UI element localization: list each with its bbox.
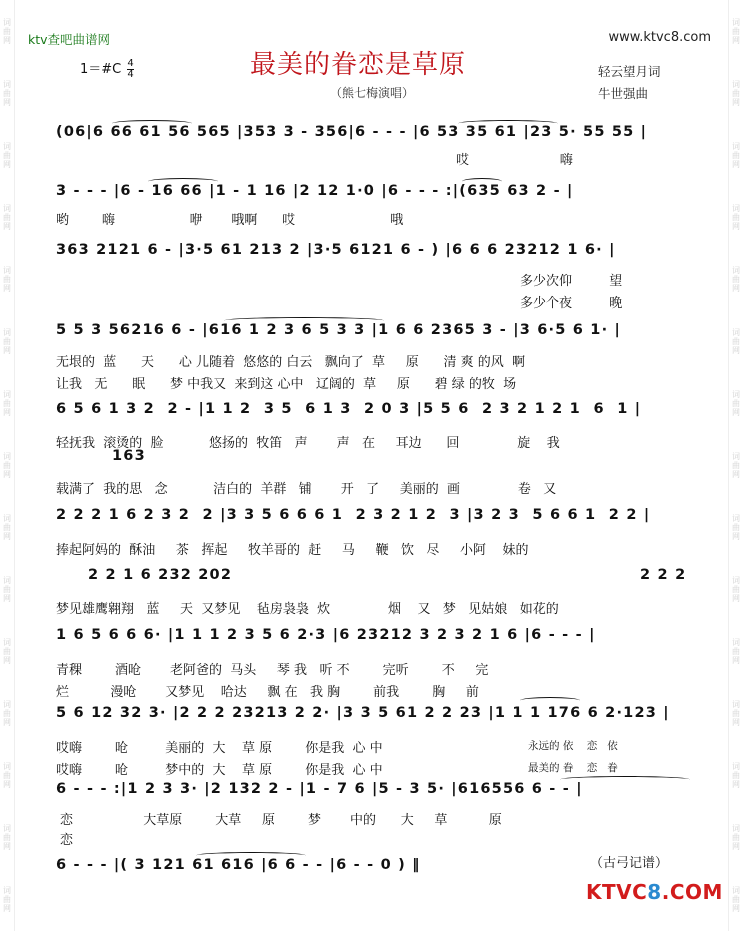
watermark-char: 曲 [3,585,11,595]
watermark-char: 词 [732,638,740,648]
notation-row-1: (06|6 66 61 56 565 |353 3 - 356|6 - - - |6 53 35 61 |23 5· 55 55 | [56,124,648,140]
watermark-char: 词 [3,762,11,772]
watermark-char: 词 [732,79,740,89]
singer-credit: （熊七梅演唱） [330,86,415,100]
watermark-mark [3,638,11,665]
notation-row-10: 6 - - - |( 3 121 61 616 |6 6 - - |6 - - 0 ) ‖ [56,857,421,873]
watermark-char: 词 [3,17,11,27]
watermark-char: 网 [3,159,11,169]
lyric-line: 多少次仰 望 [520,274,623,289]
song-title: 最美的眷恋是草原 [250,50,467,80]
watermark-char: 网 [732,780,740,790]
watermark-char: 网 [3,842,11,852]
lyric-line: 恋 大草原 大草 原 梦 中的 大 草 原 [60,813,502,828]
watermark-char: 词 [732,141,740,151]
watermark-char: 曲 [732,709,740,719]
watermark-char: 词 [3,886,11,896]
watermark-char: 曲 [3,771,11,781]
watermark-char: 曲 [3,523,11,533]
watermark-mark [3,452,11,479]
watermark-mark [3,142,11,169]
watermark-char: 曲 [732,771,740,781]
time-top: 4 [127,58,134,69]
time-signature [127,59,133,80]
watermark-char: 曲 [3,895,11,905]
watermark-mark [732,18,740,45]
key-signature [80,58,134,80]
lyric-line: 恋 [60,833,74,848]
watermark-char: 曲 [3,336,11,346]
watermark-mark [732,824,740,851]
watermark-char: 曲 [732,647,740,657]
key-text: 1＝#C [80,62,122,77]
slur [520,697,580,704]
watermark-char: 词 [3,389,11,399]
watermark-char: 曲 [732,336,740,346]
watermark-char: 曲 [732,150,740,160]
watermark-char: 网 [3,594,11,604]
watermark-mark [732,514,740,541]
lyricist-credit: 轻云望月词 [598,64,661,79]
notation-row-8: 5 6 12 32 3· |2 2 2 23213 2 2· |3 3 5 61 2 2 23 |1 1 1 176 6 2·123 | [56,705,670,721]
notation-row-7: 1 6 5 6 6 6· |1 1 1 2 3 5 6 2·3 |6 23212 3 2 3 2 1 6 |6 - - - | [56,627,596,643]
notation-row-6c: 2 2 2 [640,567,687,583]
logo-part: 8 [647,880,662,904]
watermark-char: 曲 [732,460,740,470]
watermark-char: 曲 [3,398,11,408]
watermark-char: 词 [732,514,740,524]
watermark-char: 曲 [3,88,11,98]
watermark-char: 曲 [3,709,11,719]
watermark-char: 网 [3,469,11,479]
watermark-char: 词 [3,141,11,151]
watermark-mark [3,266,11,293]
transcriber-credit: （古弓记谱） [590,856,669,871]
watermark-char: 网 [3,97,11,107]
logo-part: KTVC [586,880,648,904]
lyric-line-small: 永远的 依 恋 依 [528,740,618,752]
watermark-mark [732,328,740,355]
watermark-mark [3,18,11,45]
notation-row-5b: 163 [112,448,146,464]
watermark-char: 网 [732,283,740,293]
lyric-line: 青稞 酒呛 老阿爸的 马头 琴 我 听 不 完听 不 完 [56,663,489,678]
watermark-char: 网 [732,97,740,107]
watermark-char: 词 [732,17,740,27]
watermark-char: 网 [732,159,740,169]
watermark-char: 词 [732,824,740,834]
watermark-char: 曲 [732,26,740,36]
watermark-char: 网 [3,345,11,355]
slur [458,120,558,127]
watermark-char: 网 [732,345,740,355]
notation-row-6b: 2 2 1 6 232 202 [88,567,233,583]
watermark-mark [3,824,11,851]
watermark-char: 词 [3,203,11,213]
watermark-mark [732,390,740,417]
notation-row-2: 3 - - - |6 - 16 66 |1 - 1 16 |2 12 1·0 |6 - - - :|(635 63 2 - | [56,183,574,199]
watermark-char: 词 [732,576,740,586]
left-watermark-strip [0,0,15,931]
lyric-line: 多少个夜 晚 [520,296,623,311]
watermark-char: 网 [3,283,11,293]
watermark-char: 曲 [732,895,740,905]
watermark-mark [732,638,740,665]
time-bottom: 4 [127,69,134,80]
watermark-char: 网 [732,35,740,45]
watermark-char: 网 [732,656,740,666]
notation-row-3: 363 2121 6 - |3·5 61 213 2 |3·5 6121 6 - ) |6 6 6 23212 1 6· | [56,242,616,258]
watermark-char: 词 [3,327,11,337]
watermark-mark [3,576,11,603]
watermark-mark [732,80,740,107]
watermark-char: 网 [732,221,740,231]
composer-credit: 牛世强曲 [598,86,649,101]
lyric-line: 让我 无 眠 梦 中我又 来到这 心中 辽阔的 草 原 碧 绿 的牧 场 [56,377,517,392]
site-logo[interactable] [586,880,723,904]
watermark-char: 网 [3,35,11,45]
watermark-char: 词 [3,824,11,834]
watermark-char: 曲 [732,398,740,408]
watermark-char: 词 [732,886,740,896]
watermark-mark [3,700,11,727]
watermark-char: 网 [732,532,740,542]
watermark-char: 网 [732,718,740,728]
watermark-char: 网 [732,842,740,852]
watermark-char: 曲 [732,88,740,98]
lyric-line: 轻抚我 滚烫的 脸 悠扬的 牧笛 声 声 在 耳边 回 旋 我 [56,436,560,451]
watermark-char: 词 [732,451,740,461]
watermark-char: 网 [3,221,11,231]
watermark-mark [3,762,11,789]
lyric-line-small: 最美的 眷 恋 眷 [528,762,618,774]
lyric-line: 哎嗨 呛 美丽的 大 草 原 你是我 心 中 [56,741,383,756]
slur [560,776,690,783]
watermark-char: 词 [732,700,740,710]
notation-row-5: 6 5 6 1 3 2 2 - |1 1 2 3 5 6 1 3 2 0 3 |5 5 6 2 3 2 1 2 1 6 1 | [56,401,642,417]
lyric-line: 哎嗨 呛 梦中的 大 草 原 你是我 心 中 [56,763,383,778]
right-watermark-strip [728,0,743,931]
watermark-mark [732,142,740,169]
watermark-mark [732,452,740,479]
watermark-char: 曲 [732,833,740,843]
watermark-mark [732,266,740,293]
watermark-char: 词 [732,389,740,399]
slur [112,120,192,127]
watermark-char: 词 [3,700,11,710]
watermark-char: 网 [732,407,740,417]
slur [148,178,218,185]
watermark-char: 网 [3,407,11,417]
watermark-char: 曲 [3,26,11,36]
lyric-line: 哟 嗨 咿 哦啊 哎 哦 [56,213,404,228]
logo-part: .COM [661,880,723,904]
lyric-line: 烂 漫呛 又梦见 哈达 飘 在 我 胸 前我 胸 前 [56,685,479,700]
lyric-line: 无垠的 蓝 天 心 儿随着 悠悠的 白云 飘向了 草 原 清 爽 的风 啊 [56,355,526,370]
watermark-char: 词 [3,265,11,275]
watermark-char: 词 [3,79,11,89]
watermark-mark [3,886,11,913]
watermark-char: 网 [732,594,740,604]
watermark-mark [732,576,740,603]
watermark-mark [3,328,11,355]
watermark-char: 词 [732,203,740,213]
lyric-line: 梦见雄鹰翱翔 蓝 天 又梦见 毡房袅袅 炊 烟 又 梦 见姑娘 如花的 [56,602,559,617]
site-url-right[interactable]: www.ktvc8.com [608,30,711,45]
watermark-char: 曲 [3,274,11,284]
watermark-char: 网 [732,904,740,914]
watermark-char: 词 [3,451,11,461]
watermark-char: 曲 [732,523,740,533]
watermark-char: 词 [732,327,740,337]
watermark-char: 曲 [3,460,11,470]
watermark-char: 网 [3,656,11,666]
watermark-char: 词 [3,638,11,648]
watermark-mark [732,204,740,231]
watermark-char: 网 [3,532,11,542]
watermark-char: 词 [732,265,740,275]
watermark-char: 词 [3,514,11,524]
watermark-char: 网 [3,904,11,914]
watermark-char: 曲 [3,833,11,843]
site-name-left[interactable]: ktv查吧曲谱网 [28,32,111,47]
watermark-mark [732,762,740,789]
lyric-line: 载满了 我的思 念 洁白的 羊群 铺 开 了 美丽的 画 卷 又 [56,482,557,497]
notation-row-4: 5 5 3 56216 6 - |616 1 2 3 6 5 3 3 |1 6 6 2365 3 - |3 6·5 6 1· | [56,322,622,338]
watermark-char: 曲 [732,212,740,222]
watermark-char: 曲 [3,212,11,222]
watermark-char: 曲 [732,585,740,595]
slur [196,852,306,859]
watermark-mark [732,886,740,913]
watermark-char: 曲 [732,274,740,284]
watermark-char: 网 [732,469,740,479]
watermark-char: 词 [732,762,740,772]
lyric-line: 捧起阿妈的 酥油 茶 挥起 牧羊哥的 赶 马 鞭 饮 尽 小阿 妹的 [56,543,529,558]
slur [462,178,502,185]
notation-row-6: 2 2 2 1 6 2 3 2 2 |3 3 5 6 6 6 1 2 3 2 1 2 3 |3 2 3 5 6 6 1 2 2 | [56,507,651,523]
slur [224,317,384,324]
lyric-line: 哎 嗨 [456,153,573,168]
watermark-mark [3,80,11,107]
watermark-mark [3,514,11,541]
watermark-mark [732,700,740,727]
watermark-char: 词 [3,576,11,586]
watermark-char: 曲 [3,150,11,160]
watermark-char: 网 [3,718,11,728]
watermark-char: 曲 [3,647,11,657]
watermark-mark [3,204,11,231]
watermark-char: 网 [3,780,11,790]
notation-row-9: 6 - - - :|1 2 3 3· |2 132 2 - |1 - 7 6 |5 - 3 5· |616556 6 - - | [56,781,583,797]
watermark-mark [3,390,11,417]
